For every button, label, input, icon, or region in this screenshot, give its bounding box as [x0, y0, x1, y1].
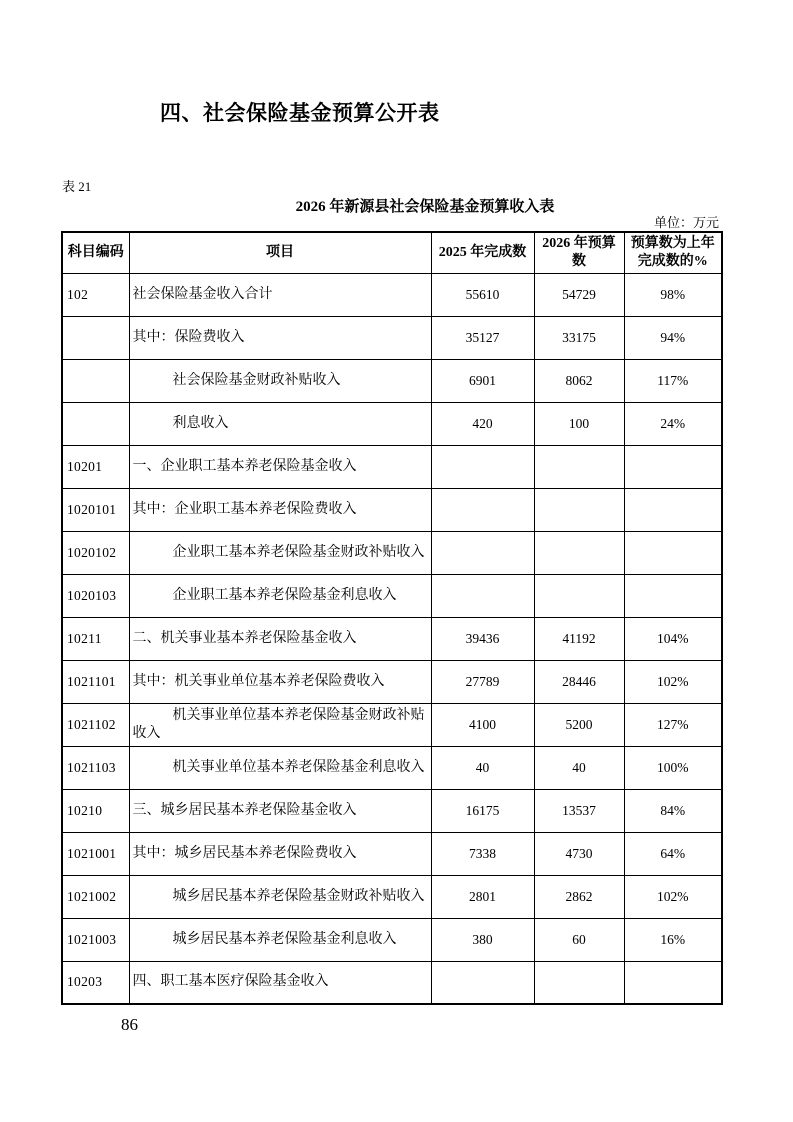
- cell-completed-2025: [431, 488, 534, 531]
- header-completed-2025: 2025 年完成数: [431, 232, 534, 273]
- table-body: [62, 273, 722, 1004]
- cell-subject-code: 10211: [62, 617, 129, 660]
- cell-budget-2026: 41192: [534, 617, 624, 660]
- cell-item: 利息收入: [129, 402, 431, 445]
- cell-budget-2026: 2862: [534, 875, 624, 918]
- cell-completed-2025: 7338: [431, 832, 534, 875]
- cell-subject-code: [62, 316, 129, 359]
- cell-percent: [624, 531, 722, 574]
- cell-item: 二、机关事业基本养老保险基金收入: [129, 617, 431, 660]
- table-row: [62, 488, 722, 531]
- cell-item: 机关事业单位基本养老保险基金利息收入: [129, 746, 431, 789]
- cell-completed-2025: 4100: [431, 703, 534, 746]
- cell-subject-code: 102: [62, 273, 129, 316]
- cell-percent: 24%: [624, 402, 722, 445]
- cell-subject-code: 1021103: [62, 746, 129, 789]
- section-heading: 四、社会保险基金预算公开表: [160, 101, 440, 125]
- cell-budget-2026: 40: [534, 746, 624, 789]
- cell-budget-2026: [534, 574, 624, 617]
- cell-subject-code: 10201: [62, 445, 129, 488]
- cell-percent: 100%: [624, 746, 722, 789]
- cell-budget-2026: 8062: [534, 359, 624, 402]
- cell-budget-2026: 28446: [534, 660, 624, 703]
- cell-item: 四、职工基本医疗保险基金收入: [129, 961, 431, 1004]
- cell-budget-2026: 33175: [534, 316, 624, 359]
- table-row: [62, 402, 722, 445]
- cell-budget-2026: 100: [534, 402, 624, 445]
- table-header-row: [62, 232, 722, 273]
- cell-item: 机关事业单位基本养老保险基金财政补贴收入: [129, 703, 431, 746]
- table-row: [62, 445, 722, 488]
- cell-percent: 84%: [624, 789, 722, 832]
- cell-completed-2025: 55610: [431, 273, 534, 316]
- cell-budget-2026: [534, 961, 624, 1004]
- cell-budget-2026: 4730: [534, 832, 624, 875]
- table-row: [62, 789, 722, 832]
- table-row: [62, 961, 722, 1004]
- cell-subject-code: 10210: [62, 789, 129, 832]
- cell-percent: 16%: [624, 918, 722, 961]
- cell-percent: [624, 574, 722, 617]
- table-row: [62, 703, 722, 746]
- cell-budget-2026: 13537: [534, 789, 624, 832]
- cell-completed-2025: [431, 574, 534, 617]
- cell-subject-code: 1021003: [62, 918, 129, 961]
- cell-completed-2025: [431, 961, 534, 1004]
- cell-completed-2025: 35127: [431, 316, 534, 359]
- cell-percent: [624, 961, 722, 1004]
- table-row: [62, 660, 722, 703]
- cell-subject-code: 1020102: [62, 531, 129, 574]
- cell-budget-2026: 60: [534, 918, 624, 961]
- header-percent-line2: 完成数的%: [637, 253, 708, 269]
- table-row: [62, 918, 722, 961]
- table-row: [62, 359, 722, 402]
- table-row: [62, 316, 722, 359]
- cell-subject-code: 1020101: [62, 488, 129, 531]
- cell-completed-2025: 16175: [431, 789, 534, 832]
- cell-item: 企业职工基本养老保险基金财政补贴收入: [129, 531, 431, 574]
- cell-subject-code: 1021102: [62, 703, 129, 746]
- cell-percent: 94%: [624, 316, 722, 359]
- unit-note: 单位：万元: [653, 215, 719, 230]
- cell-completed-2025: 380: [431, 918, 534, 961]
- cell-budget-2026: 54729: [534, 273, 624, 316]
- cell-percent: 98%: [624, 273, 722, 316]
- cell-subject-code: [62, 402, 129, 445]
- cell-completed-2025: 420: [431, 402, 534, 445]
- table-row: [62, 531, 722, 574]
- cell-subject-code: [62, 359, 129, 402]
- table-row: [62, 574, 722, 617]
- cell-item: 其中：保险费收入: [129, 316, 431, 359]
- cell-completed-2025: 39436: [431, 617, 534, 660]
- cell-budget-2026: [534, 488, 624, 531]
- cell-item: 企业职工基本养老保险基金利息收入: [129, 574, 431, 617]
- table-label: 表 21: [62, 179, 92, 194]
- cell-percent: 127%: [624, 703, 722, 746]
- cell-subject-code: 10203: [62, 961, 129, 1004]
- cell-item: 城乡居民基本养老保险基金财政补贴收入: [129, 875, 431, 918]
- cell-item: 其中：机关事业单位基本养老保险费收入: [129, 660, 431, 703]
- table-row: [62, 746, 722, 789]
- cell-subject-code: 1021001: [62, 832, 129, 875]
- cell-budget-2026: [534, 445, 624, 488]
- cell-percent: 117%: [624, 359, 722, 402]
- budget-income-table: [61, 231, 723, 1005]
- cell-completed-2025: [431, 531, 534, 574]
- table-header: [62, 232, 722, 273]
- cell-percent: 104%: [624, 617, 722, 660]
- cell-budget-2026: [534, 531, 624, 574]
- header-percent: [624, 232, 722, 273]
- cell-subject-code: 1021101: [62, 660, 129, 703]
- cell-completed-2025: 6901: [431, 359, 534, 402]
- header-percent-line1: 预算数为上年: [630, 235, 715, 251]
- cell-completed-2025: 27789: [431, 660, 534, 703]
- cell-percent: 102%: [624, 660, 722, 703]
- cell-item: 社会保险基金收入合计: [129, 273, 431, 316]
- cell-item: 一、企业职工基本养老保险基金收入: [129, 445, 431, 488]
- cell-item: 其中：城乡居民基本养老保险费收入: [129, 832, 431, 875]
- cell-budget-2026: 5200: [534, 703, 624, 746]
- cell-item: 社会保险基金财政补贴收入: [129, 359, 431, 402]
- cell-subject-code: 1020103: [62, 574, 129, 617]
- cell-completed-2025: 2801: [431, 875, 534, 918]
- cell-percent: 102%: [624, 875, 722, 918]
- page-number: 86: [121, 1015, 138, 1034]
- table-row: [62, 273, 722, 316]
- cell-item: 城乡居民基本养老保险基金利息收入: [129, 918, 431, 961]
- cell-percent: 64%: [624, 832, 722, 875]
- header-subject-code: 科目编码: [62, 232, 129, 273]
- cell-percent: [624, 488, 722, 531]
- table-title: 2026 年新源县社会保险基金预算收入表: [295, 199, 555, 215]
- cell-subject-code: 1021002: [62, 875, 129, 918]
- header-budget-2026: 2026 年预算数: [534, 232, 624, 273]
- header-item: 项目: [129, 232, 431, 273]
- cell-completed-2025: 40: [431, 746, 534, 789]
- table-row: [62, 832, 722, 875]
- table-row: [62, 617, 722, 660]
- cell-item: 其中：企业职工基本养老保险费收入: [129, 488, 431, 531]
- cell-completed-2025: [431, 445, 534, 488]
- table-row: [62, 875, 722, 918]
- cell-percent: [624, 445, 722, 488]
- cell-item: 三、城乡居民基本养老保险基金收入: [129, 789, 431, 832]
